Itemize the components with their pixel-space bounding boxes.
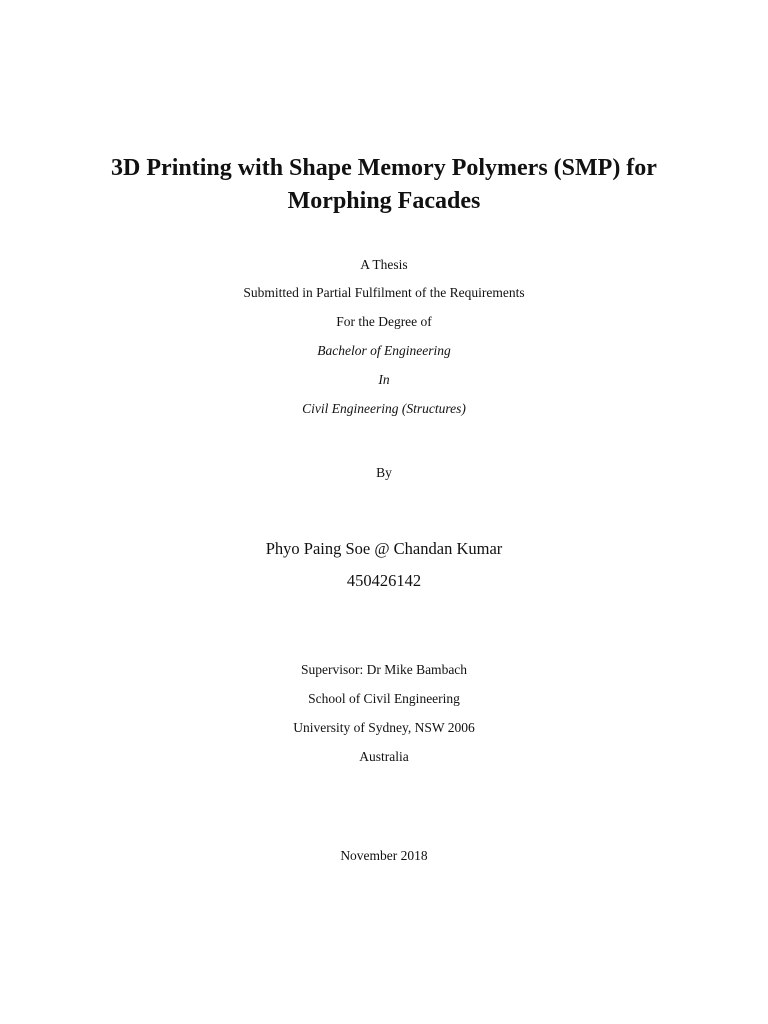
degree-intro: For the Degree of: [336, 314, 432, 329]
thesis-label: A Thesis: [360, 257, 408, 272]
university-name: University of Sydney, NSW 2006: [293, 720, 475, 735]
degree-name: Bachelor of Engineering: [317, 343, 451, 358]
degree-in-label: In: [378, 372, 390, 387]
school-name: School of Civil Engineering: [308, 691, 460, 706]
by-label: By: [376, 465, 392, 480]
country-name: Australia: [359, 749, 409, 764]
thesis-title-line-2: Morphing Facades: [287, 188, 481, 214]
author-name: Phyo Paing Soe @ Chandan Kumar: [265, 539, 503, 558]
degree-discipline: Civil Engineering (Structures): [302, 401, 466, 416]
supervisor-name: Supervisor: Dr Mike Bambach: [300, 662, 468, 677]
student-id: 450426142: [346, 571, 422, 590]
thesis-title-line-1: 3D Printing with Shape Memory Polymers (SMP) for: [111, 155, 657, 181]
submission-date: November 2018: [340, 848, 428, 863]
submission-statement: Submitted in Partial Fulfilment of the Requirements: [243, 285, 525, 300]
